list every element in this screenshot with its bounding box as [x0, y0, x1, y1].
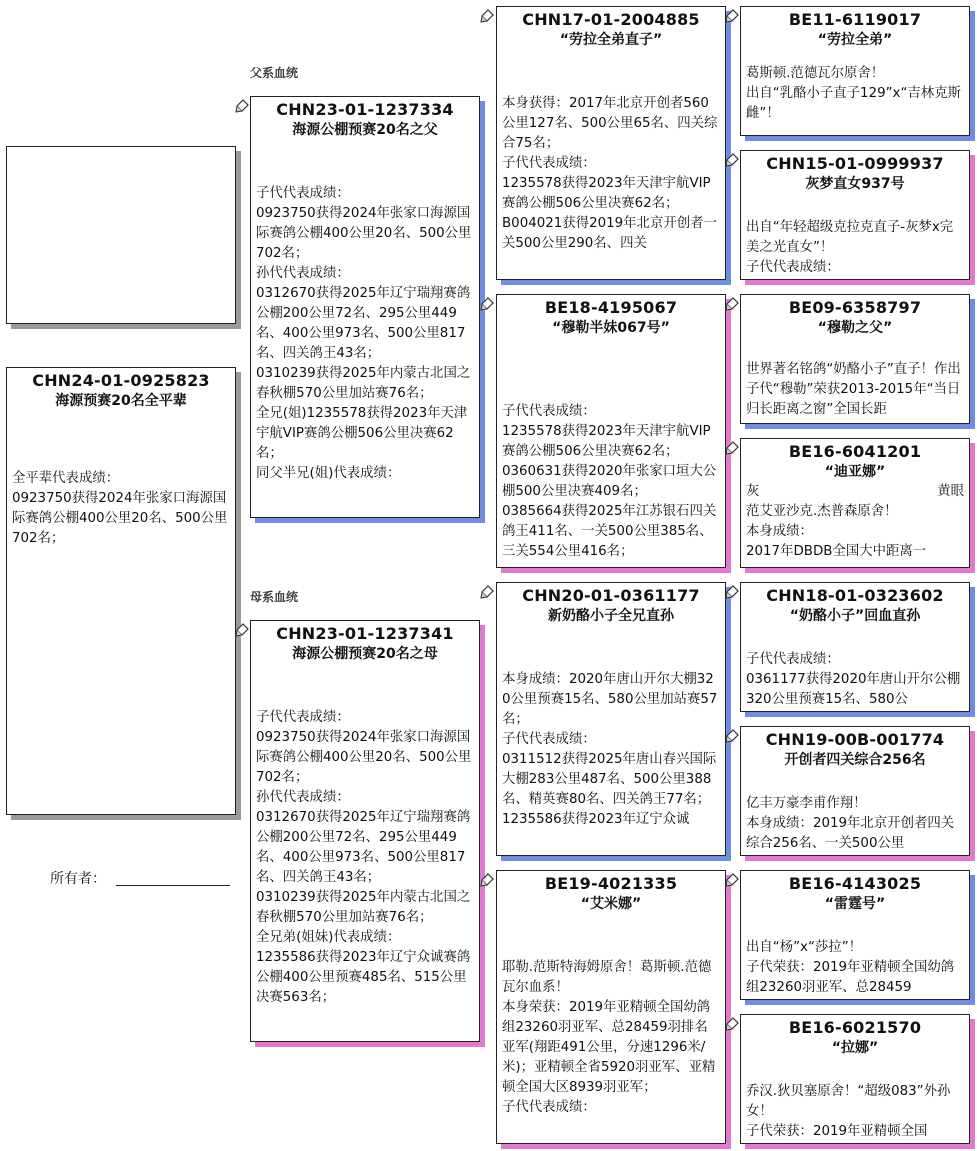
edit-pencil-icon[interactable]	[235, 97, 251, 113]
dam-sire-description: 本身成绩：2020年唐山开尔大棚320公里预赛15名、580公里加站赛57名； 子代代表成绩： 0311512获得2025年唐山春兴国际大棚283公里487名、500公里388名、精英赛80名、四关鸽王77名； 1235586获得2023年辽宁众诚	[502, 672, 718, 827]
sdd-eye: 黄眼	[937, 484, 964, 499]
edit-pencil-icon[interactable]	[725, 151, 741, 167]
sire-dam-ring-number: BE18-4195067	[544, 298, 678, 317]
edit-pencil-icon[interactable]	[725, 7, 741, 23]
sire-sire-description: 本身获得：2017年北京开创者560公里127名、500公里65名、四关综合75名； 子代代表成绩： 1235578获得2023年天津宇航VIP赛鸽公棚506公里决赛62名； B004021获得2019年北京开创者一关500公里290名、四关	[502, 96, 718, 251]
dsd-description: 亿丰万豪李甫作翔！ 本身成绩：2019年北京开创者四关综合256名、一关500公里	[746, 796, 955, 851]
edit-pencil-icon[interactable]	[480, 7, 496, 23]
edit-pencil-icon[interactable]	[480, 583, 496, 599]
dss-name: “奶酪小子”回血直孙	[789, 608, 921, 624]
sdd-color-eye-line	[741, 482, 969, 502]
sdd-card[interactable]	[740, 438, 970, 568]
dam-sire-card[interactable]	[496, 582, 726, 856]
sdd-ring-number: BE16-6041201	[788, 442, 922, 461]
sire-sire-name: “劳拉全弟直子”	[559, 32, 663, 48]
dam-dam-card[interactable]	[496, 870, 726, 1144]
sss-card[interactable]	[740, 6, 970, 136]
dss-ring-number: CHN18-01-0323602	[766, 586, 944, 605]
sdd-description: 范艾亚沙克.杰普森原舍！ 本身成绩： 2017年DBDB全国大中距离一	[746, 504, 927, 559]
subject-description: 全平辈代表成绩： 0923750获得2024年张家口海源国际赛鸽公棚400公里20名、500公里702名；	[12, 471, 228, 546]
sss-name: “劳拉全弟”	[817, 32, 893, 48]
dam-dam-description: 耶勒.范斯特海姆原舍！葛斯顿.范德瓦尔血系！ 本身荣获：2019年亚精顿全国幼鸽组23260羽亚军、总28459羽排名亚军(翔距491公里，分速1296米/米)；亚精顿全省5920羽亚军、亚精顿全国大区8939羽亚军； 子代代表成绩：	[502, 960, 716, 1115]
dds-name: “雷霆号”	[824, 896, 886, 912]
dam-ring-number: CHN23-01-1237341	[276, 624, 454, 643]
subject-name: 海源预赛20名全平辈	[55, 393, 187, 409]
sire-ring-number: CHN23-01-1237334	[276, 100, 454, 119]
owner-label: 所有者：	[50, 871, 106, 887]
sds-card[interactable]	[740, 294, 970, 424]
edit-pencil-icon[interactable]	[725, 583, 741, 599]
edit-pencil-icon[interactable]	[480, 871, 496, 887]
dss-card[interactable]	[740, 582, 970, 712]
sire-line-label: 父系血统	[250, 66, 299, 80]
dds-ring-number: BE16-4143025	[788, 874, 922, 893]
photo-frame	[6, 146, 236, 324]
sire-sire-card[interactable]	[496, 6, 726, 280]
dds-card[interactable]	[740, 870, 970, 1000]
subject-ring-number: CHN24-01-0925823	[32, 371, 210, 390]
dam-dam-name: “艾米娜”	[580, 896, 642, 912]
edit-pencil-icon[interactable]	[725, 727, 741, 743]
subject-card[interactable]	[6, 367, 236, 815]
ssd-ring-number: CHN15-01-0999937	[766, 154, 944, 173]
dsd-ring-number: CHN19-00B-001774	[765, 730, 945, 749]
sire-description: 子代代表成绩： 0923750获得2024年张家口海源国际赛鸽公棚400公里20名、500公里702名； 孙代代表成绩： 0312670获得2025年辽宁瑞翔赛鸽公棚200公里72名、295公里449名、400公里973名、500公里817名、四关鸽王43名； 0310239获得2025年内蒙古北国之春秋棚570公里加站赛76名； 全兄(姐)1235578获得2023年天津宇航VIP赛鸽公棚506公里决赛62名； 同父半兄(姐)代表成绩：	[256, 186, 472, 481]
edit-pencil-icon[interactable]	[725, 439, 741, 455]
edit-pencil-icon[interactable]	[725, 295, 741, 311]
dam-sire-ring-number: CHN20-01-0361177	[522, 586, 700, 605]
edit-pencil-icon[interactable]	[725, 1015, 741, 1031]
sdd-name: “迪亚娜”	[824, 464, 886, 480]
dam-dam-ring-number: BE19-4021335	[544, 874, 678, 893]
dam-description: 子代代表成绩： 0923750获得2024年张家口海源国际赛鸽公棚400公里20名、500公里702名； 孙代代表成绩： 0312670获得2025年辽宁瑞翔赛鸽公棚200公里72名、295公里449名、400公里973名、500公里817名、四关鸽王43名； 0310239获得2025年内蒙古北国之春秋棚570公里加站赛76名； 全兄弟(姐妹)代表成绩： 1235586获得2023年辽宁众诚赛鸽公棚400公里预赛485名、515公里决赛563名；	[256, 710, 472, 1005]
sire-dam-card[interactable]	[496, 294, 726, 568]
ddd-ring-number: BE16-6021570	[788, 1018, 922, 1037]
sss-description: 葛斯顿.范德瓦尔原舍！ 出自“乳酪小子直子129”x“吉林克斯雌”！	[746, 66, 961, 121]
dsd-name: 开创者四关综合256名	[784, 752, 926, 768]
sire-sire-ring-number: CHN17-01-2004885	[522, 10, 700, 29]
dds-description: 出自“杨”x“莎拉”！ 子代荣获：2019年亚精顿全国幼鸽组23260羽亚军、总28459	[746, 940, 955, 995]
ddd-description: 乔汉.狄贝塞原舍！“超级083”外孙女！ 子代荣获：2019年亚精顿全国	[746, 1084, 951, 1139]
sire-dam-description: 子代代表成绩： 1235578获得2023年天津宇航VIP赛鸽公棚506公里决赛62名； 0360631获得2020年张家口垣大公棚500公里决赛409名； 0385664获得2025年江苏银石四关鸽王411名、一关500公里385名、三关554公里416名；	[502, 404, 717, 559]
dam-line-label: 母系血统	[250, 590, 299, 604]
ssd-description: 出自“年轻超级克拉克直子-灰梦x完美之光直女”！ 子代代表成绩：	[746, 220, 954, 275]
sire-card[interactable]	[250, 96, 480, 518]
dam-card[interactable]	[250, 620, 480, 1042]
ddd-name: “拉娜”	[831, 1040, 879, 1056]
dsd-card[interactable]	[740, 726, 970, 856]
edit-pencil-icon[interactable]	[725, 871, 741, 887]
ddd-card[interactable]	[740, 1014, 970, 1144]
sdd-color: 灰	[746, 484, 760, 499]
sire-dam-name: “穆勒半妹067号”	[552, 320, 670, 336]
dam-sire-name: 新奶酪小子全兄直孙	[548, 608, 674, 624]
owner-signature-line	[116, 885, 230, 886]
edit-pencil-icon[interactable]	[480, 295, 496, 311]
sds-ring-number: BE09-6358797	[788, 298, 922, 317]
sds-name: “穆勒之父”	[817, 320, 893, 336]
sire-name: 海源公棚预赛20名之父	[292, 122, 438, 138]
ssd-card[interactable]	[740, 150, 970, 280]
sds-description: 世界著名铭鸽“奶酪小子”直子！作出子代“穆勒”荣获2013-2015年“当日归长距离之窗”全国长距	[746, 362, 961, 417]
edit-pencil-icon[interactable]	[235, 621, 251, 637]
ssd-name: 灰梦直女937号	[805, 176, 905, 192]
sss-ring-number: BE11-6119017	[788, 10, 922, 29]
dam-name: 海源公棚预赛20名之母	[292, 646, 438, 662]
dss-description: 子代代表成绩： 0361177获得2020年唐山开尔公棚320公里预赛15名、580公	[746, 652, 961, 707]
